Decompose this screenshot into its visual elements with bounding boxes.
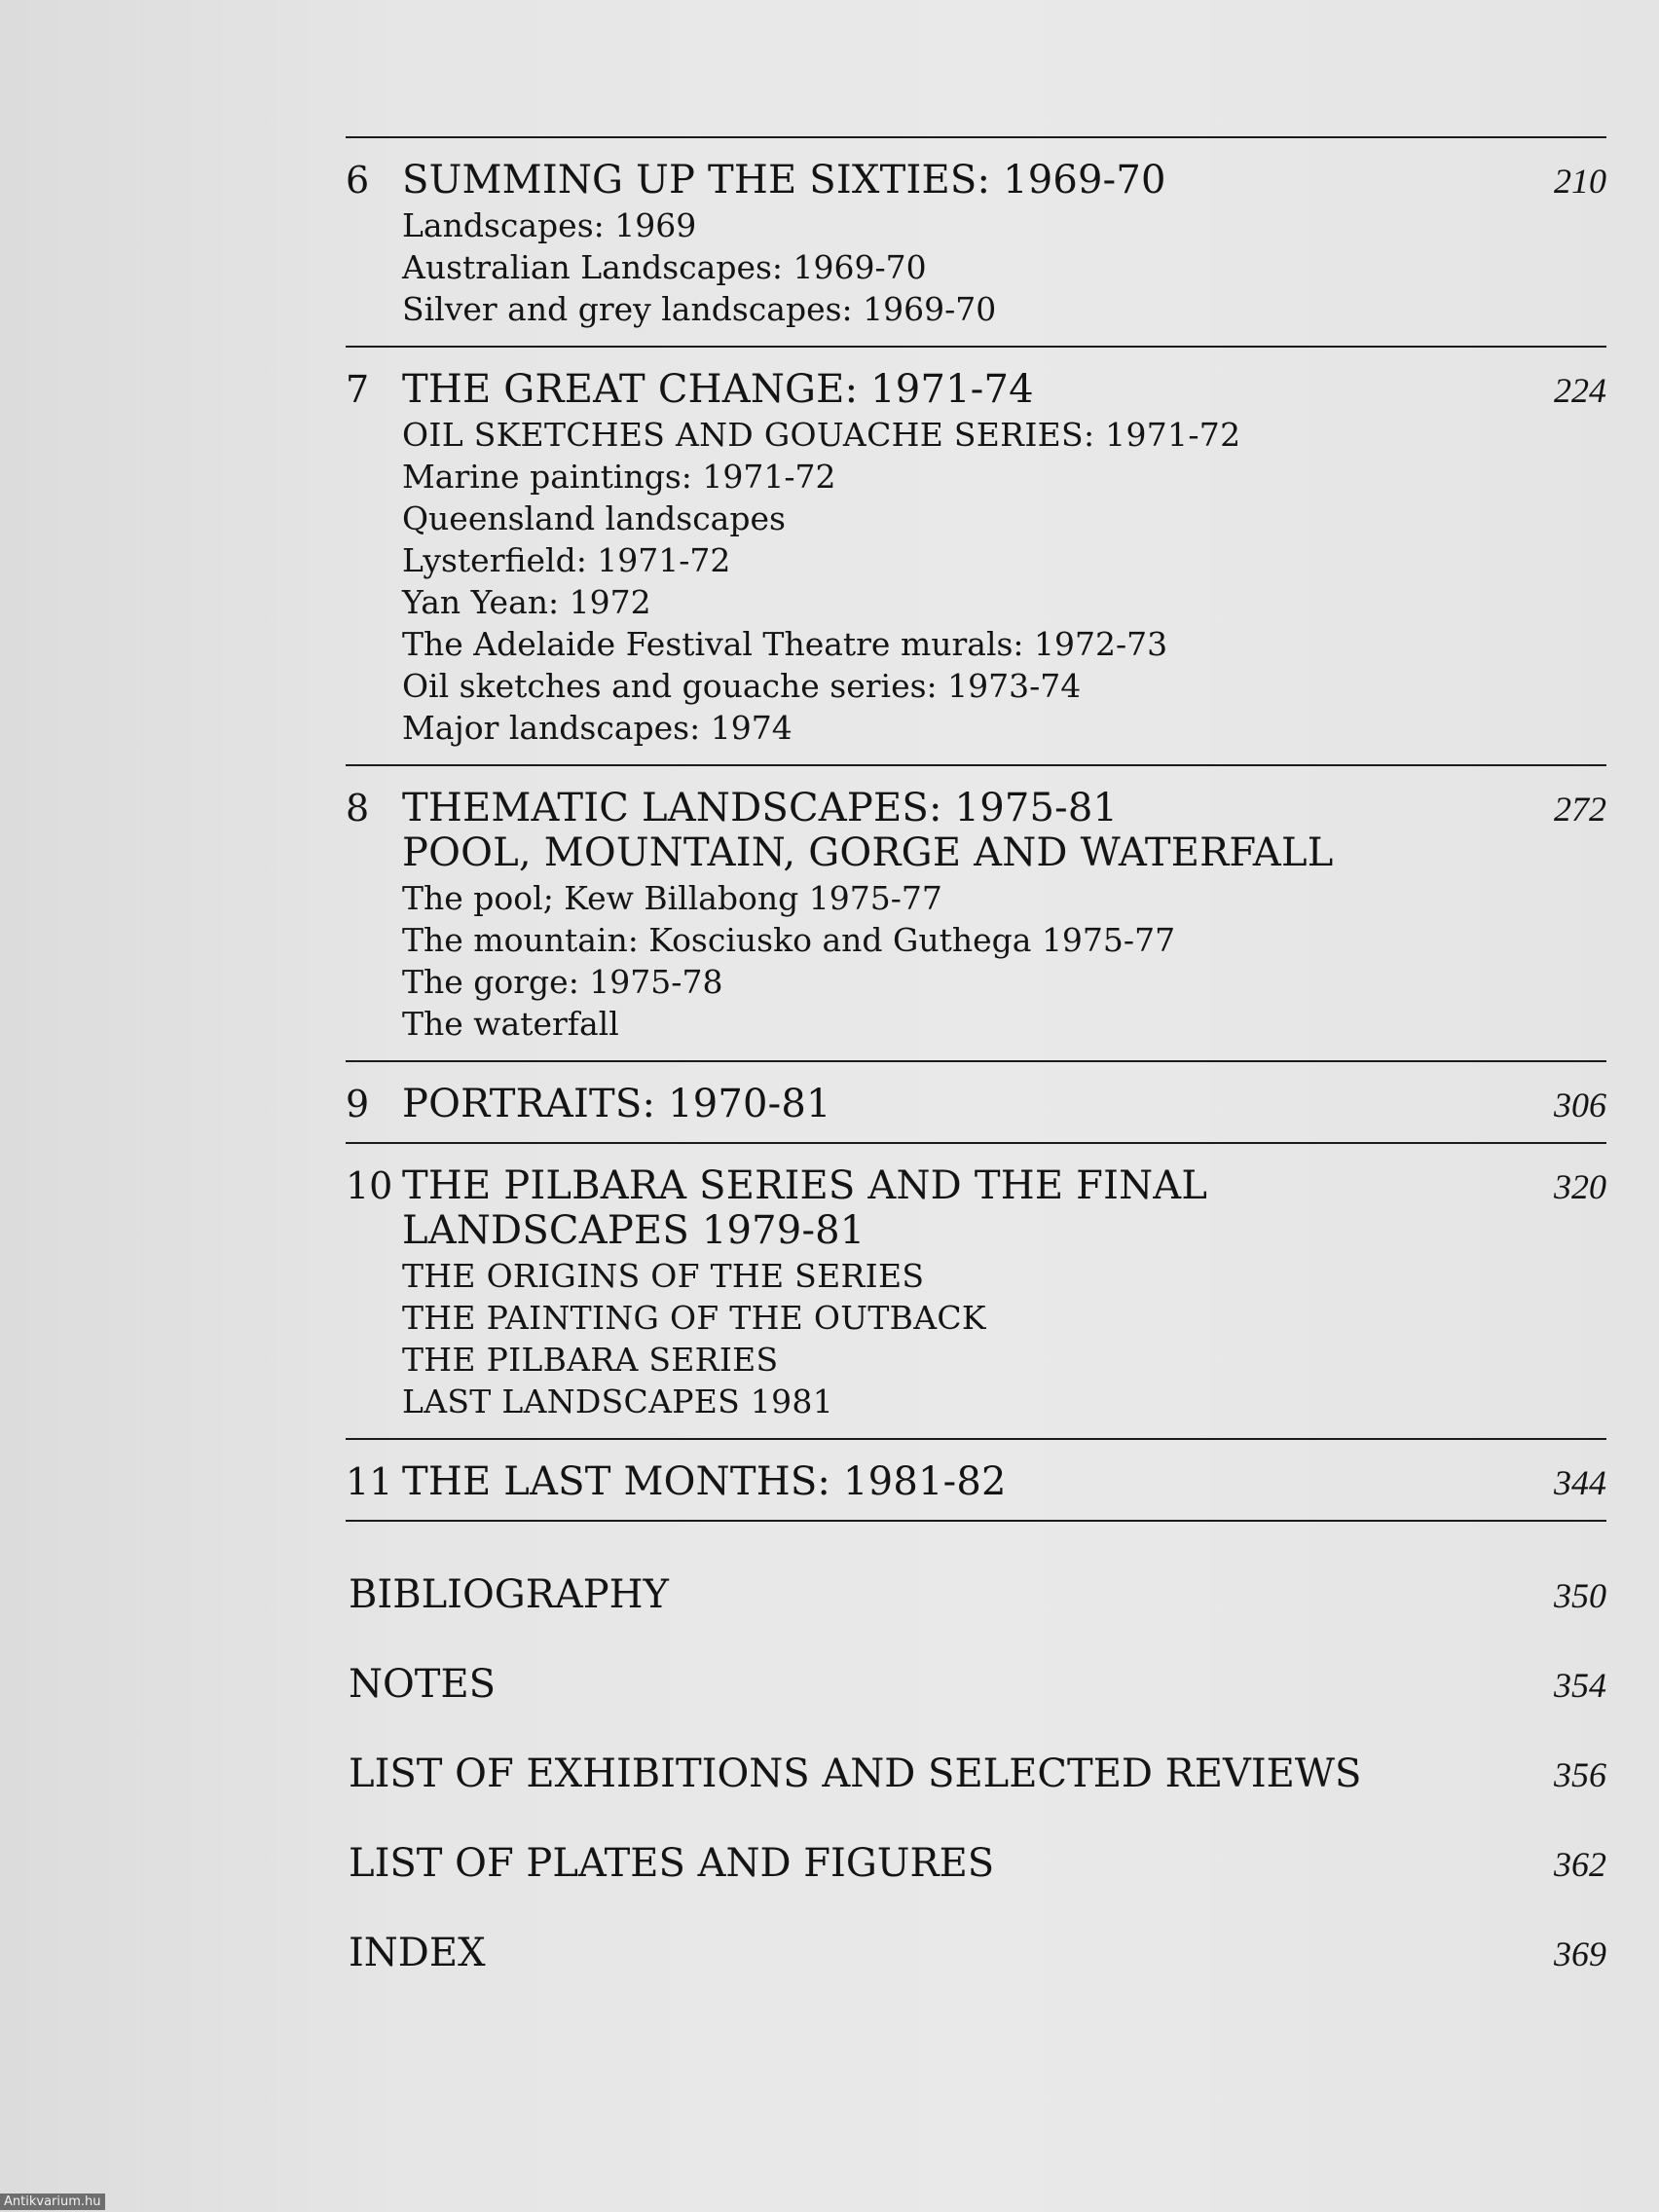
back-matter-item <box>349 1751 1606 1841</box>
subsection: Queensland landscapes <box>402 499 786 537</box>
subsection: The pool; Kew Billabong 1975-77 <box>402 879 942 917</box>
subsection: The waterfall <box>402 1005 619 1043</box>
chapter-number: 7 <box>346 368 370 411</box>
chapter-title: THE GREAT CHANGE: 1971-74 <box>402 367 1034 412</box>
back-matter-title: LIST OF EXHIBITIONS AND SELECTED REVIEWS <box>349 1751 1362 1796</box>
subsection: THE PILBARA SERIES <box>402 1341 779 1379</box>
back-matter-title: BIBLIOGRAPHY <box>349 1572 669 1617</box>
subsection: Australian Landscapes: 1969-70 <box>402 248 927 286</box>
subsection: THE PAINTING OF THE OUTBACK <box>402 1299 986 1337</box>
chapter-number: 11 <box>346 1460 393 1503</box>
back-matter-title: LIST OF PLATES AND FIGURES <box>349 1841 995 1886</box>
back-matter-item <box>349 1841 1606 1931</box>
subsection: OIL SKETCHES AND GOUACHE SERIES: 1971-72 <box>402 416 1241 454</box>
subsection-list <box>346 877 1606 1045</box>
page-number: 369 <box>1554 1935 1606 1973</box>
page-number: 210 <box>1554 162 1606 201</box>
chapter-6 <box>346 138 1606 346</box>
page-number: 354 <box>1554 1666 1606 1705</box>
chapter-11 <box>346 1440 1606 1520</box>
back-matter-item <box>349 1572 1606 1662</box>
watermark: Antikvarium.hu <box>0 2194 105 2210</box>
chapter-8 <box>346 766 1606 1060</box>
subsection: Lysterfield: 1971-72 <box>402 541 731 579</box>
chapter-subtitle: LANDSCAPES 1979-81 <box>402 1208 866 1253</box>
subsection: Marine paintings: 1971-72 <box>402 458 836 496</box>
chapter-number: 10 <box>346 1164 393 1207</box>
table-of-contents <box>346 136 1606 1522</box>
subsection: Oil sketches and gouache series: 1973-74 <box>402 667 1082 705</box>
subsection: The gorge: 1975-78 <box>402 963 723 1001</box>
chapter-title: THE PILBARA SERIES AND THE FINAL <box>402 1163 1208 1208</box>
chapter-subtitle: POOL, MOUNTAIN, GORGE AND WATERFALL <box>402 830 1334 875</box>
page-number: 224 <box>1554 371 1606 410</box>
page-number: 356 <box>1554 1755 1606 1794</box>
chapter-title: PORTRAITS: 1970-81 <box>402 1082 831 1126</box>
page-number: 344 <box>1554 1463 1606 1502</box>
back-matter-item <box>349 1662 1606 1751</box>
page-number: 350 <box>1554 1576 1606 1615</box>
chapter-title: SUMMING UP THE SIXTIES: 1969-70 <box>402 158 1166 203</box>
subsection-list <box>346 1255 1606 1422</box>
subsection: Landscapes: 1969 <box>402 206 697 244</box>
chapter-number: 6 <box>346 159 370 202</box>
back-matter-item <box>349 1931 1606 2020</box>
page-number: 272 <box>1554 790 1606 829</box>
page-number: 362 <box>1554 1845 1606 1884</box>
back-matter-title: INDEX <box>349 1931 486 1975</box>
chapter-10 <box>346 1144 1606 1438</box>
subsection: THE ORIGINS OF THE SERIES <box>402 1257 925 1295</box>
subsection-list <box>346 414 1606 749</box>
subsection: The mountain: Kosciusko and Guthega 1975-77 <box>402 921 1176 959</box>
chapter-9 <box>346 1062 1606 1142</box>
back-matter-title: NOTES <box>349 1662 497 1707</box>
page-number: 320 <box>1554 1167 1606 1206</box>
chapter-title: THEMATIC LANDSCAPES: 1975-81 <box>402 786 1119 830</box>
divider <box>346 1520 1606 1522</box>
subsection: Yan Yean: 1972 <box>402 583 651 621</box>
subsection: LAST LANDSCAPES 1981 <box>402 1382 833 1420</box>
subsection: The Adelaide Festival Theatre murals: 1972-73 <box>402 625 1168 663</box>
chapter-7 <box>346 348 1606 764</box>
subsection: Major landscapes: 1974 <box>402 709 793 747</box>
subsection-list <box>346 204 1606 330</box>
chapter-number: 8 <box>346 787 370 830</box>
back-matter <box>349 1572 1606 2020</box>
chapter-title: THE LAST MONTHS: 1981-82 <box>402 1459 1007 1504</box>
subsection: Silver and grey landscapes: 1969-70 <box>402 290 997 328</box>
page-number: 306 <box>1554 1086 1606 1124</box>
chapter-number: 9 <box>346 1083 370 1125</box>
